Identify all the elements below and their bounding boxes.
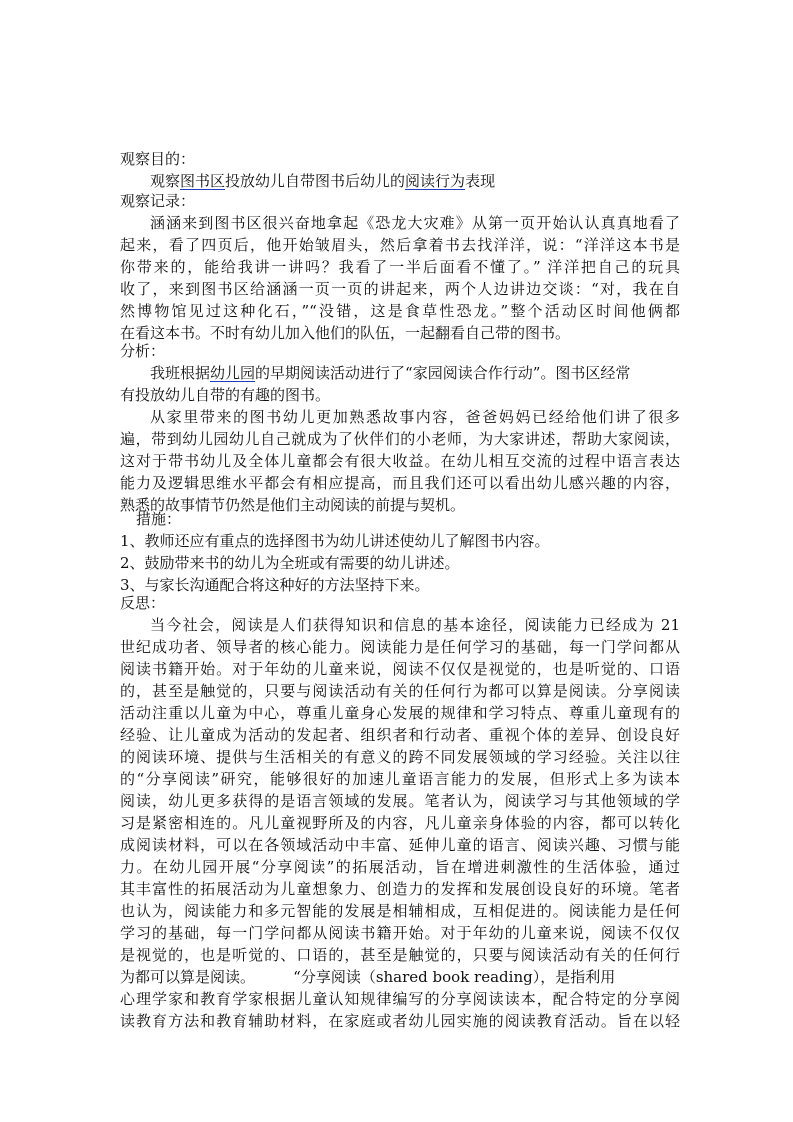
link-kindergarten[interactable]: 幼儿园	[210, 364, 256, 382]
record-line: 你带来的，能给我讲一讲吗？我看了一半后面看不懂了。” 洋洋把自己的玩具	[120, 258, 680, 276]
analysis-line: 这对于带书幼儿及全体儿童都会有很大收益。在幼儿相互交流的过程中语言表达	[120, 452, 680, 470]
reflection-line: 习是紧密相连的。凡儿童视野所及的内容，凡儿童亲身体验的内容，都可以转化	[120, 814, 680, 832]
analysis-line: 从家里带来的图书幼儿更加熟悉故事内容，爸爸妈妈已经给他们讲了很多	[150, 408, 680, 426]
measures-heading: 措施：	[136, 510, 182, 528]
analysis-p1-line1	[150, 362, 680, 384]
purpose-middle: 投放幼儿自带图书后幼儿的	[225, 172, 406, 190]
analysis-line: 熟悉的故事情节仍然是他们主动阅读的前提与契机。	[120, 496, 466, 514]
reflection-line: 成阅读材料，可以在各领域活动中丰富、延伸儿童的语言、阅读兴趣、习惯与能	[120, 836, 680, 854]
observation-purpose-text	[150, 170, 680, 192]
reflection-line: 力。在幼儿园开展“分享阅读”的拓展活动，旨在增进刺激性的生活体验，通过	[120, 858, 680, 876]
analysis-heading: 分析：	[120, 342, 166, 360]
analysis-line: 遍，带到幼儿园幼儿自己就成为了伙伴们的小老师，为大家讲述，帮助大家阅读，	[120, 430, 680, 448]
measure-item: 3、与家长沟通配合将这种好的方法坚持下来。	[120, 576, 430, 594]
reflection-line: 的阅读环境、提供与生活相关的有意义的跨不同发展领域的学习经验。关注以往	[120, 748, 680, 766]
reflection-line: 的，甚至是触觉的，只要与阅读活动有关的任何行为都可以算是阅读。分享阅读	[120, 682, 680, 700]
reflection-line: 其丰富性的拓展活动为儿童想象力、创造力的发挥和发展创设良好的环境。笔者	[120, 880, 680, 898]
link-book-area[interactable]: 图书区	[180, 172, 226, 190]
observation-purpose-heading: 观察目的：	[120, 150, 196, 168]
reflection-line: 世纪成功者、领导者的核心能力。阅读能力是任何学习的基础，每一门学问都从	[120, 638, 680, 656]
analysis-line: 能力及逻辑思维水平都会有相应提高，而且我们还可以看出幼儿感兴趣的内容，	[120, 474, 680, 492]
reflection-line: 阅读，幼儿更多获得的是语言领域的发展。笔者认为，阅读学习与其他领域的学	[120, 792, 680, 810]
reflection-line: 活动注重以儿童为中心，尊重儿童身心发展的规律和学习特点、尊重儿童现有的	[120, 704, 680, 722]
link-reading-behavior[interactable]: 阅读行为	[405, 172, 466, 190]
reflection-line: 读教育方法和教育辅助材料，在家庭或者幼儿园实施的阅读教育活动。旨在以轻	[120, 1012, 680, 1030]
analysis-rest: 的早期阅读活动进行了“家园阅读合作行动”。图书区经常	[255, 364, 631, 382]
purpose-prefix: 观察	[150, 172, 181, 190]
purpose-suffix: 表现	[465, 172, 496, 190]
reflection-line: 经验、让儿童成为活动的发起者、组织者和行动者、重视个体的差异、创设良好	[120, 726, 680, 744]
record-line: 涵涵来到图书区很兴奋地拿起《恐龙大灾难》从第一页开始认认真真地看了	[150, 214, 680, 232]
reflection-line: 当今社会，阅读是人们获得知识和信息的基本途径，阅读能力已经成为 21	[150, 616, 680, 634]
reflection-line: 阅读书籍开始。对于年幼的儿童来说，阅读不仅仅是视觉的，也是听觉的、口语	[120, 660, 680, 678]
analysis-p1-line2: 有投放幼儿自带的有趣的图书。	[120, 386, 331, 404]
record-line: 在看这本书。不时有幼儿加入他们的队伍，一起翻看自己带的图书。	[120, 324, 571, 342]
reflection-line: 也认为，阅读能力和多元智能的发展是相辅相成，互相促进的。阅读能力是任何	[120, 902, 680, 920]
observation-record-heading: 观察记录：	[120, 192, 196, 210]
measure-item: 2、鼓励带来书的幼儿为全班或有需要的幼儿讲述。	[120, 554, 460, 572]
record-line: 收了，来到图书区给涵涵一页一页的讲起来，两个人边讲边交谈：“对，我在自	[120, 280, 680, 298]
record-line: 然博物馆见过这种化石，”“没错，这是食草性恐龙。”整个活动区时间他俩都	[120, 302, 680, 320]
reflection-line: 是视觉的，也是听觉的、口语的，甚至是触觉的，只要与阅读活动有关的任何行	[120, 946, 680, 964]
reflection-line: 心理学家和教育学家根据儿童认知规律编写的分享阅读读本，配合特定的分享阅	[120, 990, 680, 1008]
reflection-heading: 反思：	[120, 594, 166, 612]
analysis-prefix: 我班根据	[150, 364, 211, 382]
reflection-line: 的“分享阅读”研究，能够很好的加速儿童语言能力的发展，但形式上多为读本	[120, 770, 680, 788]
record-line: 起来，看了四页后，他开始皱眉头，然后拿着书去找洋洋，说：“洋洋这本书是	[120, 236, 680, 254]
reflection-line: 为都可以算是阅读。 “分享阅读（shared book reading），是指利用	[120, 968, 616, 986]
measure-item: 1、教师还应有重点的选择图书为幼儿讲述使幼儿了解图书内容。	[120, 532, 550, 550]
reflection-line: 学习的基础，每一门学问都从阅读书籍开始。对于年幼的儿童来说，阅读不仅仅	[120, 924, 680, 942]
